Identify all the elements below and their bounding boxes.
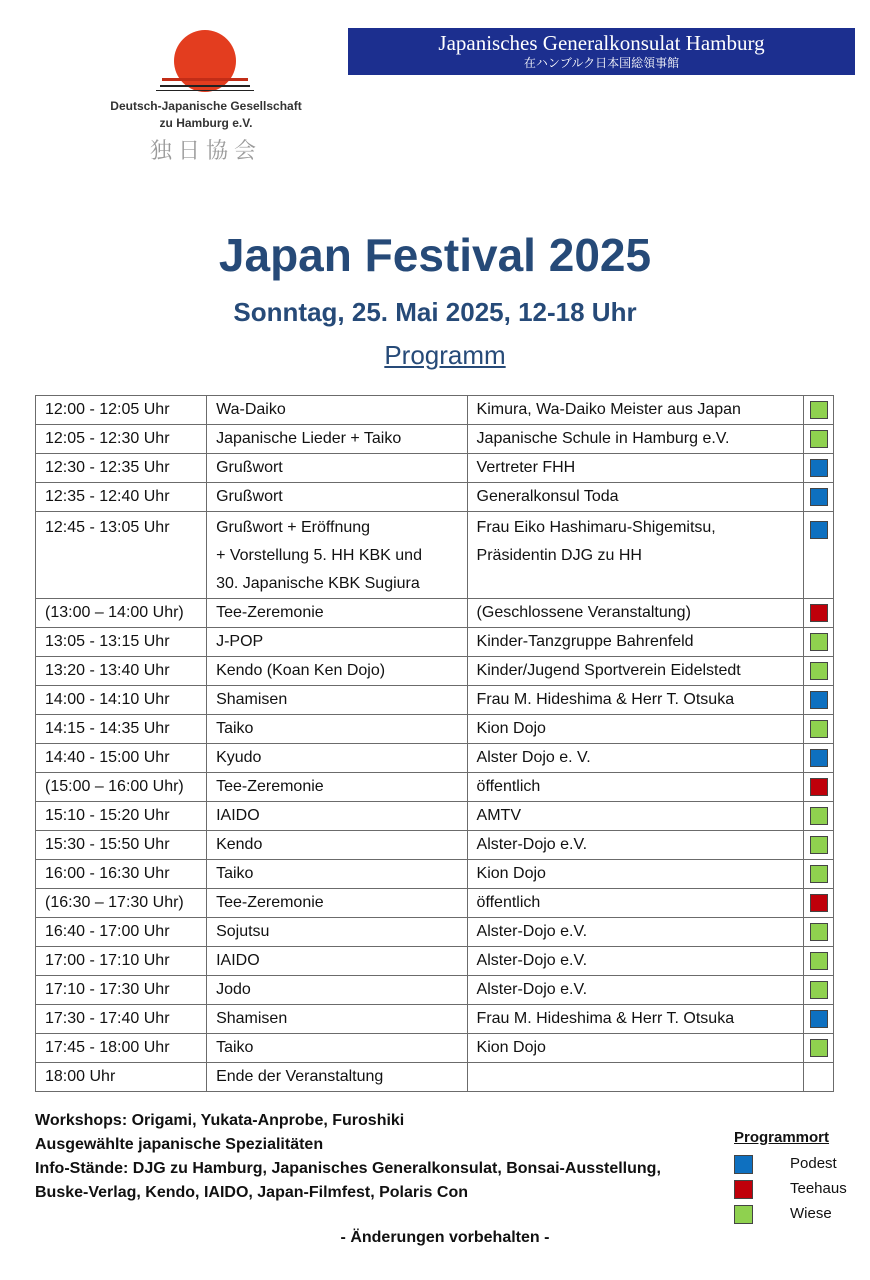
schedule-table xyxy=(35,395,834,1092)
footer-specialties: Ausgewählte japanische Spezialitäten xyxy=(35,1136,324,1153)
location-cell xyxy=(804,1005,834,1034)
time-cell: 17:45 - 18:00 Uhr xyxy=(36,1034,207,1063)
table-row xyxy=(36,947,834,976)
location-cell xyxy=(804,831,834,860)
green-square-icon xyxy=(810,836,828,854)
legend-label: Teehaus xyxy=(790,1180,847,1197)
blue-square-icon xyxy=(810,459,828,477)
red-square-icon xyxy=(810,604,828,622)
performer-cell: (Geschlossene Veranstaltung) xyxy=(467,599,804,628)
green-square-icon xyxy=(810,952,828,970)
table-row xyxy=(36,831,834,860)
performer-cell: Generalkonsul Toda xyxy=(467,483,804,512)
time-cell: 12:45 - 13:05 Uhr xyxy=(36,512,207,599)
table-row xyxy=(36,1034,834,1063)
red-square-icon xyxy=(734,1180,753,1199)
location-cell xyxy=(804,889,834,918)
changes-note: - Änderungen vorbehalten - xyxy=(340,1229,550,1246)
table-row xyxy=(36,599,834,628)
performer-cell: Alster Dojo e. V. xyxy=(467,744,804,773)
location-cell xyxy=(804,657,834,686)
performer-cell: öffentlich xyxy=(467,773,804,802)
performer-cell: Vertreter FHH xyxy=(467,454,804,483)
table-row xyxy=(36,976,834,1005)
performer-cell: Kion Dojo xyxy=(467,1034,804,1063)
table-row xyxy=(36,802,834,831)
rising-sun-icon xyxy=(174,30,236,92)
time-cell: 12:30 - 12:35 Uhr xyxy=(36,454,207,483)
location-cell xyxy=(804,773,834,802)
performer-cell: Frau M. Hideshima & Herr T. Otsuka xyxy=(467,1005,804,1034)
location-cell xyxy=(804,744,834,773)
table-row xyxy=(36,715,834,744)
footer-info xyxy=(35,1109,715,1205)
performer-cell: Kinder/Jugend Sportverein Eidelstedt xyxy=(467,657,804,686)
time-cell: 18:00 Uhr xyxy=(36,1063,207,1092)
table-row xyxy=(36,918,834,947)
blue-square-icon xyxy=(810,1010,828,1028)
location-cell xyxy=(804,599,834,628)
time-cell: 15:30 - 15:50 Uhr xyxy=(36,831,207,860)
location-cell xyxy=(804,686,834,715)
performer-cell: Kimura, Wa-Daiko Meister aus Japan xyxy=(467,396,804,425)
table-row xyxy=(36,512,834,599)
activity-cell: Taiko xyxy=(207,860,467,889)
green-square-icon xyxy=(810,1039,828,1057)
schedule-body xyxy=(36,396,834,1092)
activity-cell: J-POP xyxy=(207,628,467,657)
table-row xyxy=(36,1063,834,1092)
activity-line: + Vorstellung 5. HH KBK und xyxy=(216,547,422,564)
footer-workshops: Workshops: Origami, Yukata-Anprobe, Furoshiki xyxy=(35,1112,405,1129)
blue-square-icon xyxy=(810,749,828,767)
performer-cell: Frau M. Hideshima & Herr T. Otsuka xyxy=(467,686,804,715)
activity-cell: Wa-Daiko xyxy=(207,396,467,425)
table-row xyxy=(36,628,834,657)
activity-cell: IAIDO xyxy=(207,947,467,976)
footer-info-stands: Info-Stände: DJG zu Hamburg, Japanisches Generalkonsulat, Bonsai-Ausstellung, xyxy=(35,1160,661,1177)
consulate-name-de: Japanisches Generalkonsulat Hamburg xyxy=(438,31,765,55)
table-row xyxy=(36,425,834,454)
activity-cell: Tee-Zeremonie xyxy=(207,599,467,628)
green-square-icon xyxy=(810,720,828,738)
activity-cell: Tee-Zeremonie xyxy=(207,773,467,802)
consulate-name-jp: 在ハンブルク日本国総領事館 xyxy=(523,56,680,70)
time-cell: 17:00 - 17:10 Uhr xyxy=(36,947,207,976)
table-row xyxy=(36,454,834,483)
time-cell: 14:15 - 14:35 Uhr xyxy=(36,715,207,744)
logo-kanji: 独日協会 xyxy=(149,139,262,164)
activity-cell: Sojutsu xyxy=(207,918,467,947)
location-cell xyxy=(804,715,834,744)
legend-item-wiese xyxy=(734,1204,854,1229)
performer-cell: öffentlich xyxy=(467,889,804,918)
time-cell: (13:00 – 14:00 Uhr) xyxy=(36,599,207,628)
activity-cell: Jodo xyxy=(207,976,467,1005)
location-cell xyxy=(804,396,834,425)
time-cell: 13:20 - 13:40 Uhr xyxy=(36,657,207,686)
legend-title: Programmort xyxy=(734,1129,830,1146)
location-cell xyxy=(804,1063,834,1092)
activity-line: Grußwort + Eröffnung xyxy=(216,519,371,536)
time-cell: 12:00 - 12:05 Uhr xyxy=(36,396,207,425)
activity-cell xyxy=(207,512,467,599)
time-cell: (15:00 – 16:00 Uhr) xyxy=(36,773,207,802)
location-cell xyxy=(804,483,834,512)
performer-cell: Kion Dojo xyxy=(467,715,804,744)
activity-cell: Shamisen xyxy=(207,1005,467,1034)
activity-cell: Taiko xyxy=(207,1034,467,1063)
red-square-icon xyxy=(810,778,828,796)
location-cell xyxy=(804,918,834,947)
green-square-icon xyxy=(810,807,828,825)
performer-cell xyxy=(467,1063,804,1092)
performer-cell: Kion Dojo xyxy=(467,860,804,889)
performer-cell: Kinder-Tanzgruppe Bahrenfeld xyxy=(467,628,804,657)
blue-square-icon xyxy=(810,521,828,539)
activity-cell: Japanische Lieder + Taiko xyxy=(207,425,467,454)
location-cell xyxy=(804,947,834,976)
footer-info-stands-cont: Buske-Verlag, Kendo, IAIDO, Japan-Filmfest, Polaris Con xyxy=(35,1184,468,1201)
performer-cell: Japanische Schule in Hamburg e.V. xyxy=(467,425,804,454)
table-row xyxy=(36,686,834,715)
location-legend xyxy=(734,1129,854,1229)
location-cell xyxy=(804,512,834,599)
legend-label: Podest xyxy=(790,1155,837,1172)
program-heading xyxy=(0,340,870,371)
table-row xyxy=(36,1005,834,1034)
location-cell xyxy=(804,425,834,454)
legend-item-podest xyxy=(734,1154,854,1179)
time-cell: 12:05 - 12:30 Uhr xyxy=(36,425,207,454)
blue-square-icon xyxy=(810,488,828,506)
activity-cell: Taiko xyxy=(207,715,467,744)
green-square-icon xyxy=(810,981,828,999)
table-row xyxy=(36,744,834,773)
activity-cell: Shamisen xyxy=(207,686,467,715)
performer-cell: AMTV xyxy=(467,802,804,831)
table-row xyxy=(36,396,834,425)
activity-cell: Grußwort xyxy=(207,483,467,512)
activity-cell: Tee-Zeremonie xyxy=(207,889,467,918)
legend-label: Wiese xyxy=(790,1205,832,1222)
activity-cell: Kyudo xyxy=(207,744,467,773)
time-cell: 14:00 - 14:10 Uhr xyxy=(36,686,207,715)
blue-square-icon xyxy=(734,1155,753,1174)
performer-cell: Alster-Dojo e.V. xyxy=(467,947,804,976)
time-cell: (16:30 – 17:30 Uhr) xyxy=(36,889,207,918)
red-square-icon xyxy=(810,894,828,912)
time-cell: 16:40 - 17:00 Uhr xyxy=(36,918,207,947)
page-title: Japan Festival 2025 xyxy=(218,229,652,281)
performer-cell: Alster-Dojo e.V. xyxy=(467,976,804,1005)
time-cell: 12:35 - 12:40 Uhr xyxy=(36,483,207,512)
logo-line xyxy=(162,78,248,81)
location-cell xyxy=(804,976,834,1005)
legend-item-teehaus xyxy=(734,1179,854,1204)
logo-line xyxy=(160,85,250,87)
location-cell xyxy=(804,454,834,483)
table-row xyxy=(36,860,834,889)
logo-name-line1: Deutsch-Japanische Gesellschaft xyxy=(110,99,302,113)
green-square-icon xyxy=(734,1205,753,1224)
table-row xyxy=(36,657,834,686)
activity-cell: Kendo xyxy=(207,831,467,860)
table-row xyxy=(36,483,834,512)
green-square-icon xyxy=(810,401,828,419)
green-square-icon xyxy=(810,662,828,680)
green-square-icon xyxy=(810,923,828,941)
activity-line: 30. Japanische KBK Sugiura xyxy=(216,575,420,592)
table-row xyxy=(36,889,834,918)
activity-cell: Kendo (Koan Ken Dojo) xyxy=(207,657,467,686)
table-row xyxy=(36,773,834,802)
time-cell: 13:05 - 13:15 Uhr xyxy=(36,628,207,657)
event-date: Sonntag, 25. Mai 2025, 12-18 Uhr xyxy=(233,297,637,327)
green-square-icon xyxy=(810,865,828,883)
performer-line: Frau Eiko Hashimaru-Shigemitsu, xyxy=(476,519,716,536)
time-cell: 17:30 - 17:40 Uhr xyxy=(36,1005,207,1034)
djg-logo xyxy=(96,28,316,168)
location-cell xyxy=(804,802,834,831)
activity-cell: Ende der Veranstaltung xyxy=(207,1063,467,1092)
time-cell: 15:10 - 15:20 Uhr xyxy=(36,802,207,831)
logo-name-line2: zu Hamburg e.V. xyxy=(159,116,253,130)
consulate-banner xyxy=(348,28,855,75)
time-cell: 17:10 - 17:30 Uhr xyxy=(36,976,207,1005)
performer-cell: Alster-Dojo e.V. xyxy=(467,918,804,947)
time-cell: 14:40 - 15:00 Uhr xyxy=(36,744,207,773)
performer-cell xyxy=(467,512,804,599)
performer-line: Präsidentin DJG zu HH xyxy=(476,547,642,564)
activity-cell: Grußwort xyxy=(207,454,467,483)
logo-line xyxy=(156,90,254,91)
location-cell xyxy=(804,860,834,889)
program-heading-text: Programm xyxy=(384,340,506,370)
green-square-icon xyxy=(810,633,828,651)
performer-cell: Alster-Dojo e.V. xyxy=(467,831,804,860)
location-cell xyxy=(804,1034,834,1063)
green-square-icon xyxy=(810,430,828,448)
time-cell: 16:00 - 16:30 Uhr xyxy=(36,860,207,889)
location-cell xyxy=(804,628,834,657)
activity-cell: IAIDO xyxy=(207,802,467,831)
blue-square-icon xyxy=(810,691,828,709)
